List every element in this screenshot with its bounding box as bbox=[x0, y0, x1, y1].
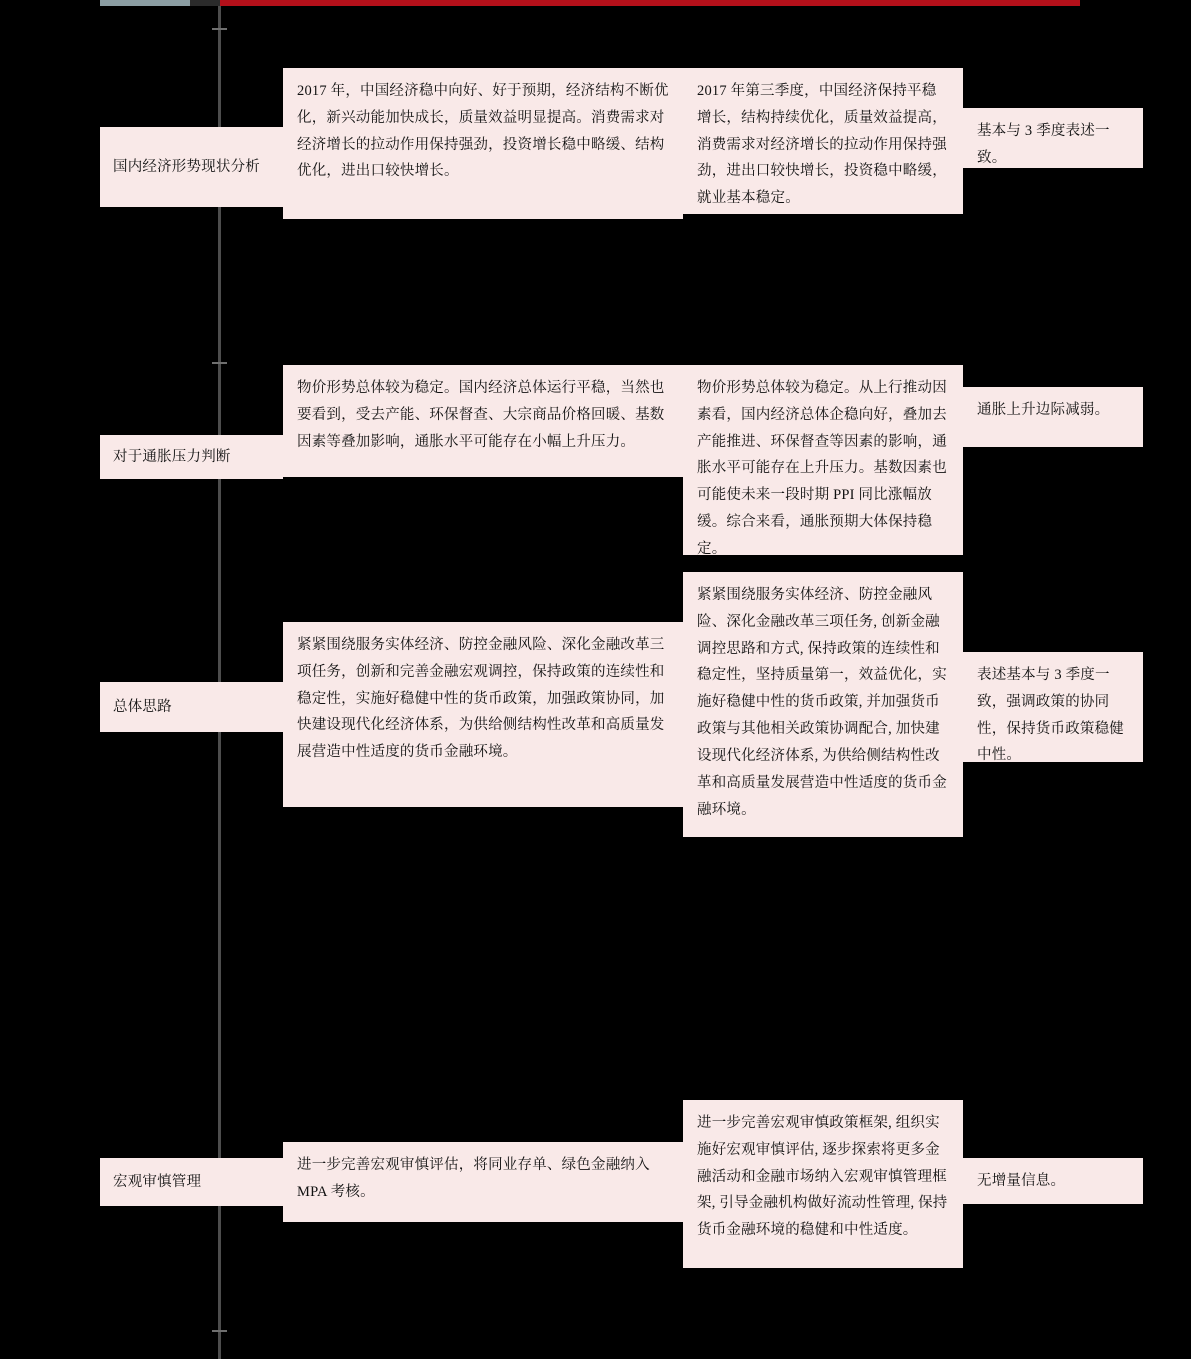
row-col3-cell bbox=[683, 572, 963, 837]
row-col4-text: 无增量信息。 bbox=[977, 1173, 1066, 1189]
rail-tick bbox=[212, 1330, 227, 1332]
row-col4-text: 基本与 3 季度表述一致。 bbox=[977, 123, 1110, 166]
row-col2-text: 进一步完善宏观审慎评估，将同业存单、绿色金融纳入 MPA 考核。 bbox=[297, 1157, 650, 1200]
rail-tick bbox=[212, 28, 227, 30]
row-col3-text: 紧紧围绕服务实体经济、防控金融风险、深化金融改革三项任务, 创新金融调控思路和方式, 保持政策的连续性和稳定性，坚持质量第一，效益优化，实施好稳健中性的货币政策, 并加强货币政策与其他相关政策协调配合, 加快建设现代化经济体系, 为供给侧结构性改革和高质量发展营造中性适度的货币金融环境。 bbox=[697, 587, 947, 818]
row-label-text: 总体思路 bbox=[113, 698, 172, 715]
accent-segment-dark bbox=[190, 0, 220, 6]
accent-segment-grey bbox=[100, 0, 190, 6]
row-col2-cell bbox=[283, 622, 683, 807]
top-accent-strip bbox=[0, 0, 1191, 6]
table-row bbox=[100, 365, 1143, 555]
row-col3-cell bbox=[683, 365, 963, 555]
row-col4-text: 通胀上升边际减弱。 bbox=[977, 402, 1110, 418]
row-label-text: 对于通胀压力判断 bbox=[113, 448, 231, 465]
table-row bbox=[100, 68, 1143, 219]
row-label-text: 国内经济形势现状分析 bbox=[113, 158, 260, 175]
row-col2-cell bbox=[283, 365, 683, 477]
row-col3-cell bbox=[683, 1100, 963, 1268]
row-col2-cell bbox=[283, 68, 683, 219]
table-row bbox=[100, 572, 1143, 837]
row-col4-text: 表述基本与 3 季度一致，强调政策的协同性，保持货币政策稳健中性。 bbox=[977, 667, 1124, 764]
row-col2-text: 2017 年，中国经济稳中向好、好于预期，经济结构不断优化，新兴动能加快成长，质量效益明显提高。消费需求对经济增长的拉动作用保持强劲，投资增长稳中略缓、结构优化，进出口较快增长。 bbox=[297, 83, 669, 180]
accent-segment-red bbox=[220, 0, 1080, 6]
row-label-cell bbox=[100, 1158, 283, 1206]
row-col3-text: 2017 年第三季度，中国经济保持平稳增长，结构持续优化，质量效益提高，消费需求对经济增长的拉动作用保持强劲，进出口较快增长，投资稳中略缓，就业基本稳定。 bbox=[697, 83, 947, 207]
row-col3-text: 物价形势总体较为稳定。从上行推动因素看，国内经济总体企稳向好，叠加去产能推进、环保督查等因素的影响，通胀水平可能存在上升压力。基数因素也可能使未来一段时期 PPI 同比涨幅放缓。综合来看，通胀预期大体保持稳定。 bbox=[697, 380, 947, 557]
row-label-cell bbox=[100, 127, 283, 207]
row-col4-cell bbox=[963, 387, 1143, 447]
row-label-text: 宏观审慎管理 bbox=[113, 1173, 202, 1190]
row-col2-text: 紧紧围绕服务实体经济、防控金融风险、深化金融改革三项任务，创新和完善金融宏观调控，保持政策的连续性和稳定性，实施好稳健中性的货币政策，加强政策协同，加快建设现代化经济体系，为供给侧结构性改革和高质量发展营造中性适度的货币金融环境。 bbox=[297, 637, 665, 761]
row-col3-text: 进一步完善宏观审慎政策框架, 组织实施好宏观审慎评估, 逐步探索将更多金融活动和金融市场纳入宏观审慎管理框架, 引导金融机构做好流动性管理, 保持货币金融环境的稳健和中性适度。 bbox=[697, 1115, 948, 1239]
row-col4-cell bbox=[963, 1158, 1143, 1204]
row-col2-cell bbox=[283, 1142, 683, 1222]
rail-tick bbox=[212, 362, 227, 364]
row-col4-cell bbox=[963, 108, 1143, 168]
table-row bbox=[100, 1100, 1143, 1268]
row-col3-cell bbox=[683, 68, 963, 214]
row-label-cell bbox=[100, 435, 283, 479]
row-col4-cell bbox=[963, 652, 1143, 762]
row-col2-text: 物价形势总体较为稳定。国内经济总体运行平稳，当然也要看到，受去产能、环保督查、大宗商品价格回暖、基数因素等叠加影响，通胀水平可能存在小幅上升压力。 bbox=[297, 380, 665, 450]
row-label-cell bbox=[100, 682, 283, 732]
